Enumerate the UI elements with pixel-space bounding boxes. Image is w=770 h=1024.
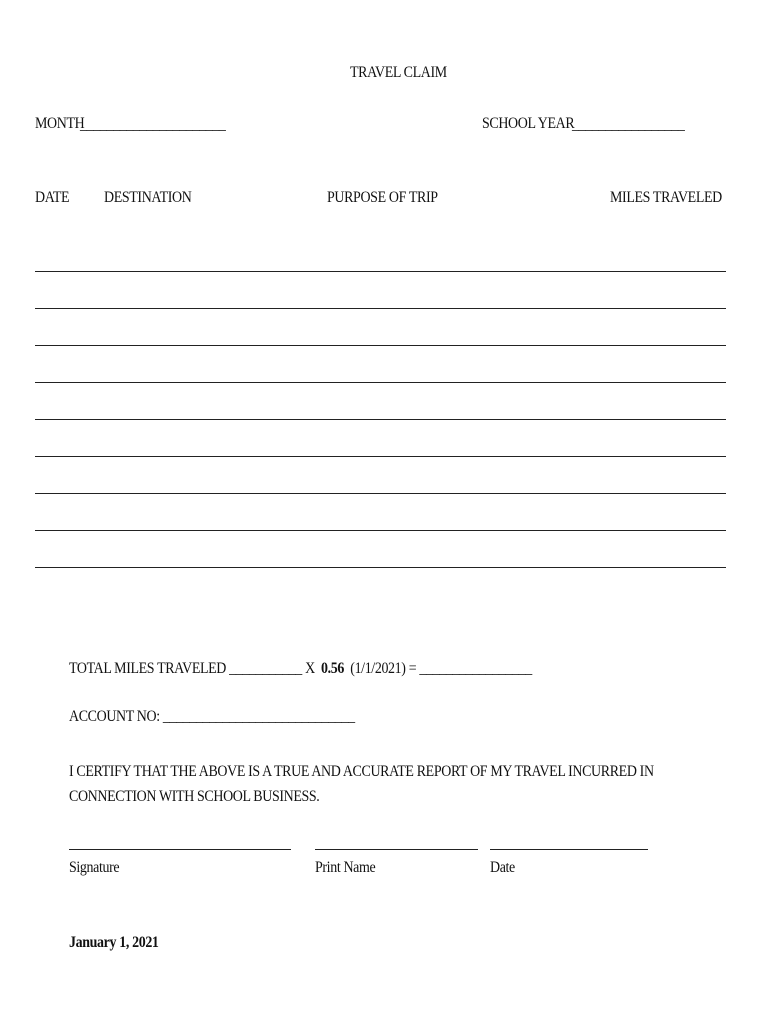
signature-label: Signature <box>69 859 120 876</box>
school-year-label: SCHOOL YEAR <box>482 115 575 132</box>
month-field[interactable]: ______________________ <box>80 116 226 133</box>
date-label: Date <box>490 859 515 876</box>
entry-row-line[interactable] <box>35 271 726 272</box>
form-title: TRAVEL CLAIM <box>350 64 447 81</box>
total-amount-field[interactable]: _________________ <box>419 660 532 677</box>
entry-row-line[interactable] <box>35 456 726 457</box>
multiply-sign: X <box>305 660 315 677</box>
entry-row-line[interactable] <box>35 345 726 346</box>
column-header-destination: DESTINATION <box>104 189 192 206</box>
print-name-field[interactable] <box>315 849 478 850</box>
school-year-field[interactable]: _________________ <box>572 116 685 133</box>
account-field[interactable]: _____________________________ <box>162 708 355 725</box>
print-name-label: Print Name <box>315 859 376 876</box>
account-row <box>69 708 355 726</box>
column-header-miles: MILES TRAVELED <box>610 189 722 206</box>
rate-effective-date: (1/1/2021) = <box>350 660 417 677</box>
entry-row-line[interactable] <box>35 308 726 309</box>
entry-row-line[interactable] <box>35 567 726 568</box>
total-miles-row <box>69 660 532 678</box>
total-miles-label: TOTAL MILES TRAVELED <box>69 660 227 677</box>
signature-field[interactable] <box>69 849 291 850</box>
mileage-rate: 0.56 <box>321 660 345 677</box>
certification-statement: I CERTIFY THAT THE ABOVE IS A TRUE AND ACCURATE REPORT OF MY TRAVEL INCURRED IN CONNECTION WITH SCHOOL BUSINESS. <box>69 763 654 805</box>
entry-row-line[interactable] <box>35 530 726 531</box>
account-label: ACCOUNT NO: <box>69 708 160 725</box>
date-field[interactable] <box>490 849 648 850</box>
entry-row-line[interactable] <box>35 493 726 494</box>
revision-date: January 1, 2021 <box>69 934 159 951</box>
column-header-purpose: PURPOSE OF TRIP <box>327 189 438 206</box>
column-header-date: DATE <box>35 189 70 206</box>
month-label: MONTH <box>35 115 85 132</box>
entry-row-line[interactable] <box>35 419 726 420</box>
total-miles-field[interactable]: ___________ <box>229 660 302 677</box>
entry-row-line[interactable] <box>35 382 726 383</box>
